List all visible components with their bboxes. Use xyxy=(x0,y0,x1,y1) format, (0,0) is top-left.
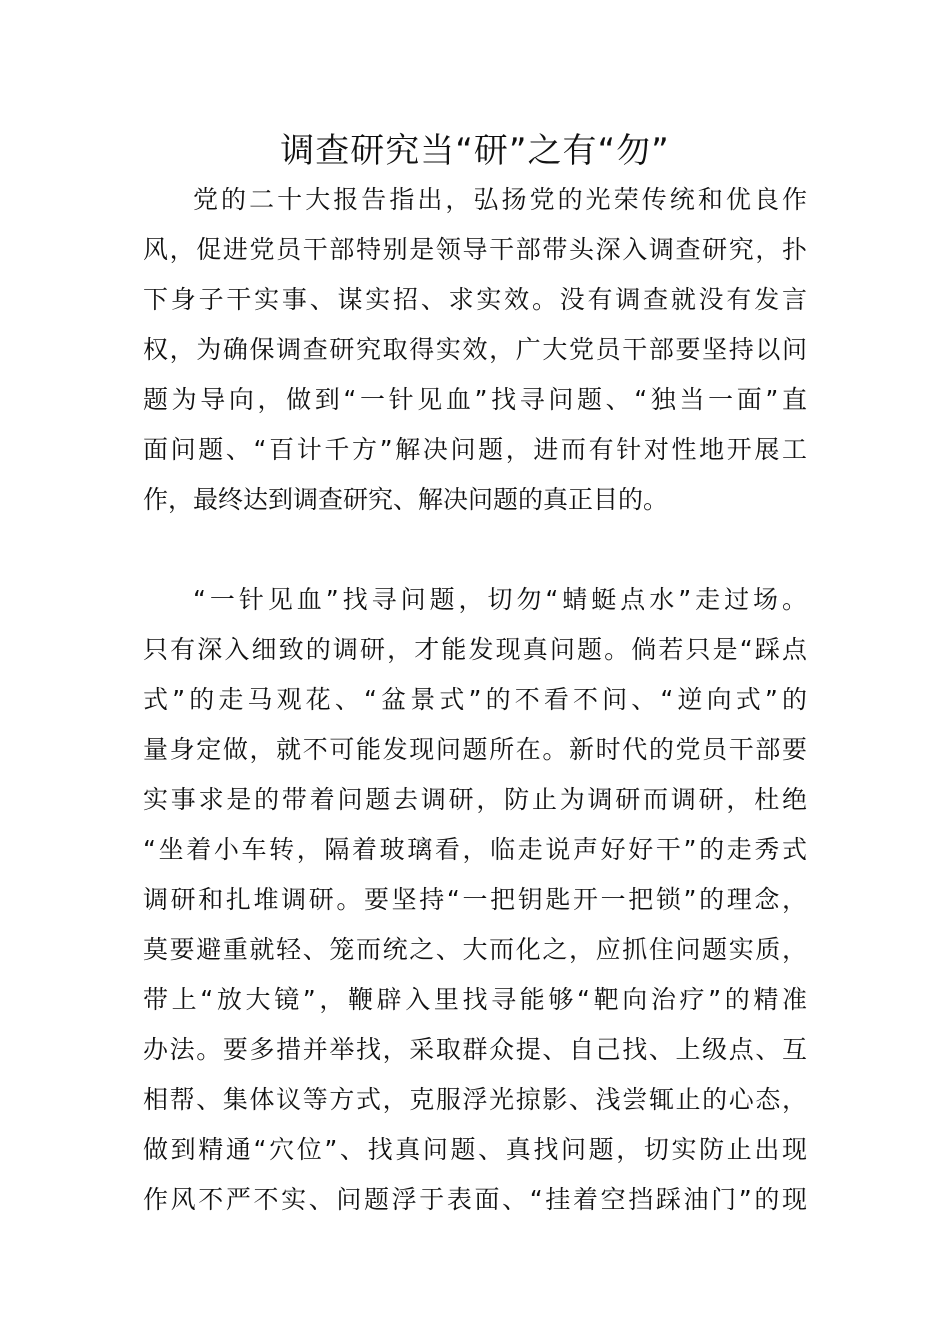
text-line: 题为导向，做到“一针见血”找寻问题、“独当一面”直 xyxy=(143,385,807,414)
text-line: “坐着小车转，隔着玻璃看，临走说声好好干”的走秀式 xyxy=(143,835,807,864)
text-line: “一针见血”找寻问题，切勿“蜻蜓点水”走过场。 xyxy=(193,585,807,614)
text-line: 实事求是的带着问题去调研，防止为调研而调研，杜绝 xyxy=(143,785,807,814)
text-line: 风，促进党员干部特别是领导干部带头深入调查研究，扑 xyxy=(143,235,807,264)
text-line: 莫要避重就轻、笼而统之、大而化之，应抓住问题实质， xyxy=(143,935,807,964)
text-line: 做到精通“穴位”、找真问题、真找问题，切实防止出现 xyxy=(143,1135,807,1164)
text-line: 办法。要多措并举找，采取群众提、自己找、上级点、互 xyxy=(143,1035,807,1064)
text-line: 作，最终达到调查研究、解决问题的真正目的。 xyxy=(143,485,669,514)
text-line: 作风不严不实、问题浮于表面、“挂着空挡踩油门”的现 xyxy=(143,1185,807,1214)
text-line: 权，为确保调查研究取得实效，广大党员干部要坚持以问 xyxy=(143,335,807,364)
text-line: 调研和扎堆调研。要坚持“一把钥匙开一把锁”的理念， xyxy=(143,885,807,914)
paragraph-1 xyxy=(143,175,807,525)
text-line: 带上“放大镜”，鞭辟入里找寻能够“靶向治疗”的精准 xyxy=(143,985,807,1014)
document-title: 调查研究当“研”之有“勿” xyxy=(280,131,670,171)
text-line: 面问题、“百计千方”解决问题，进而有针对性地开展工 xyxy=(143,435,807,464)
text-line: 下身子干实事、谋实招、求实效。没有调查就没有发言 xyxy=(143,285,807,314)
text-line: 只有深入细致的调研，才能发现真问题。倘若只是“踩点 xyxy=(143,635,807,664)
text-line: 式”的走马观花、“盆景式”的不看不问、“逆向式”的 xyxy=(143,685,807,714)
text-line: 相帮、集体议等方式，克服浮光掠影、浅尝辄止的心态， xyxy=(143,1085,807,1114)
text-line: 量身定做，就不可能发现问题所在。新时代的党员干部要 xyxy=(143,735,807,764)
text-line: 党的二十大报告指出，弘扬党的光荣传统和优良作 xyxy=(193,185,807,214)
paragraph-2 xyxy=(143,575,807,1225)
